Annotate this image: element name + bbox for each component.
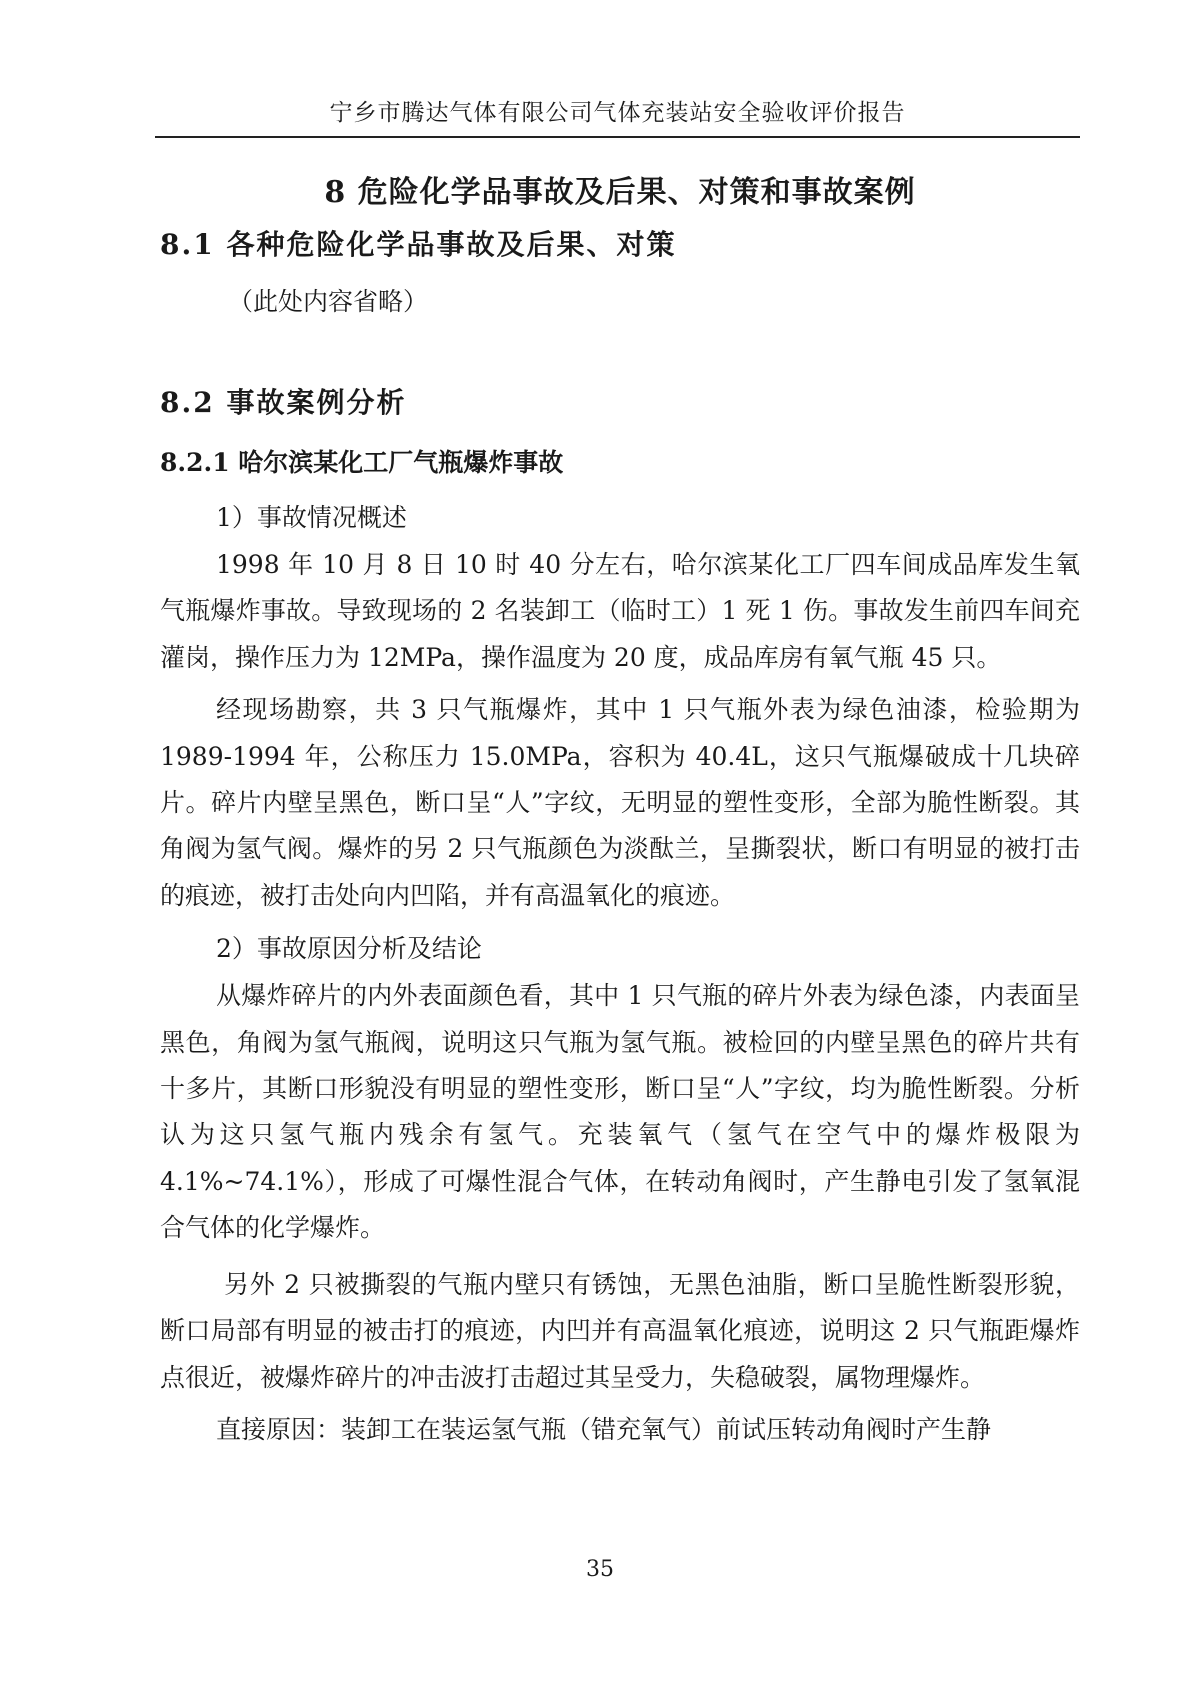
page-number: 35 (586, 1557, 614, 1582)
item-2-heading: 2）事故原因分析及结论 (216, 934, 482, 964)
item-1-heading: 1）事故情况概述 (216, 503, 407, 532)
section-8-2-title: 8.2 事故案例分析 (160, 386, 407, 419)
paragraph-physical-explosion: 另外 2 只被撕裂的气瓶内壁只有锈蚀，无黑色油脂，断口呈脆性断裂形貌，断口局部有明显的被击打的痕迹，内凹并有高温氧化痕迹，说明这 2 只气瓶距爆炸点很近，被爆炸碎片的冲击波打击超过其呈受力，失稳破裂，属物理爆炸。 (160, 1269, 1080, 1392)
document-body (160, 168, 1080, 1453)
subsection-8-2-1-title: 8.2.1 哈尔滨某化工厂气瓶爆炸事故 (160, 448, 564, 477)
paragraph-accident-overview: 1998 年 10 月 8 日 10 时 40 分左右，哈尔滨某化工厂四车间成品库发生氧气瓶爆炸事故。导致现场的 2 名装卸工（临时工）1 死 1 伤。事故发生前四车间充灌岗，操作压力为 12MPa，操作温度为 20 度，成品库房有氧气瓶 45 只。 (160, 550, 1080, 672)
omitted-content-note: （此处内容省略） (228, 287, 429, 316)
paragraph-site-survey: 经现场勘察，共 3 只气瓶爆炸，其中 1 只气瓶外表为绿色油漆，检验期为 1989-1994 年，公称压力 15.0MPa，容积为 40.4L，这只气瓶爆破成十几块碎片。碎片内壁呈黑色，断口呈“人”字纹，无明显的塑性变形，全部为脆性断裂。其角阀为氢气阀。爆炸的另 2 只气瓶颜色为淡酞兰，呈撕裂状，断口有明显的被打击的痕迹，被打击处向内凹陷，并有高温氧化的痕迹。 (160, 695, 1080, 910)
chapter-title: 8 危险化学品事故及后果、对策和事故案例 (324, 175, 916, 210)
section-8-1-title: 8.1 各种危险化学品事故及后果、对策 (160, 228, 677, 261)
paragraph-cause-analysis: 从爆炸碎片的内外表面颜色看，其中 1 只气瓶的碎片外表为绿色漆，内表面呈黑色，角阀为氢气瓶阀，说明这只气瓶为氢气瓶。被检回的内壁呈黑色的碎片共有十多片，其断口形貌没有明显的塑性变形，断口呈“人”字纹，均为脆性断裂。分析认为这只氢气瓶内残余有氢气。充装氧气（氢气在空气中的爆炸极限为 4.1%~74.1%），形成了可爆性混合气体，在转动角阀时，产生静电引发了氢氧混合气体的化学爆炸。 (160, 981, 1080, 1243)
paragraph-direct-cause: 直接原因：装卸工在装运氢气瓶（错充氧气）前试压转动角阀时产生静 (216, 1414, 992, 1444)
header-title: 宁乡市腾达气体有限公司气体充装站安全验收评价报告 (329, 100, 906, 126)
page-header (155, 96, 1080, 138)
